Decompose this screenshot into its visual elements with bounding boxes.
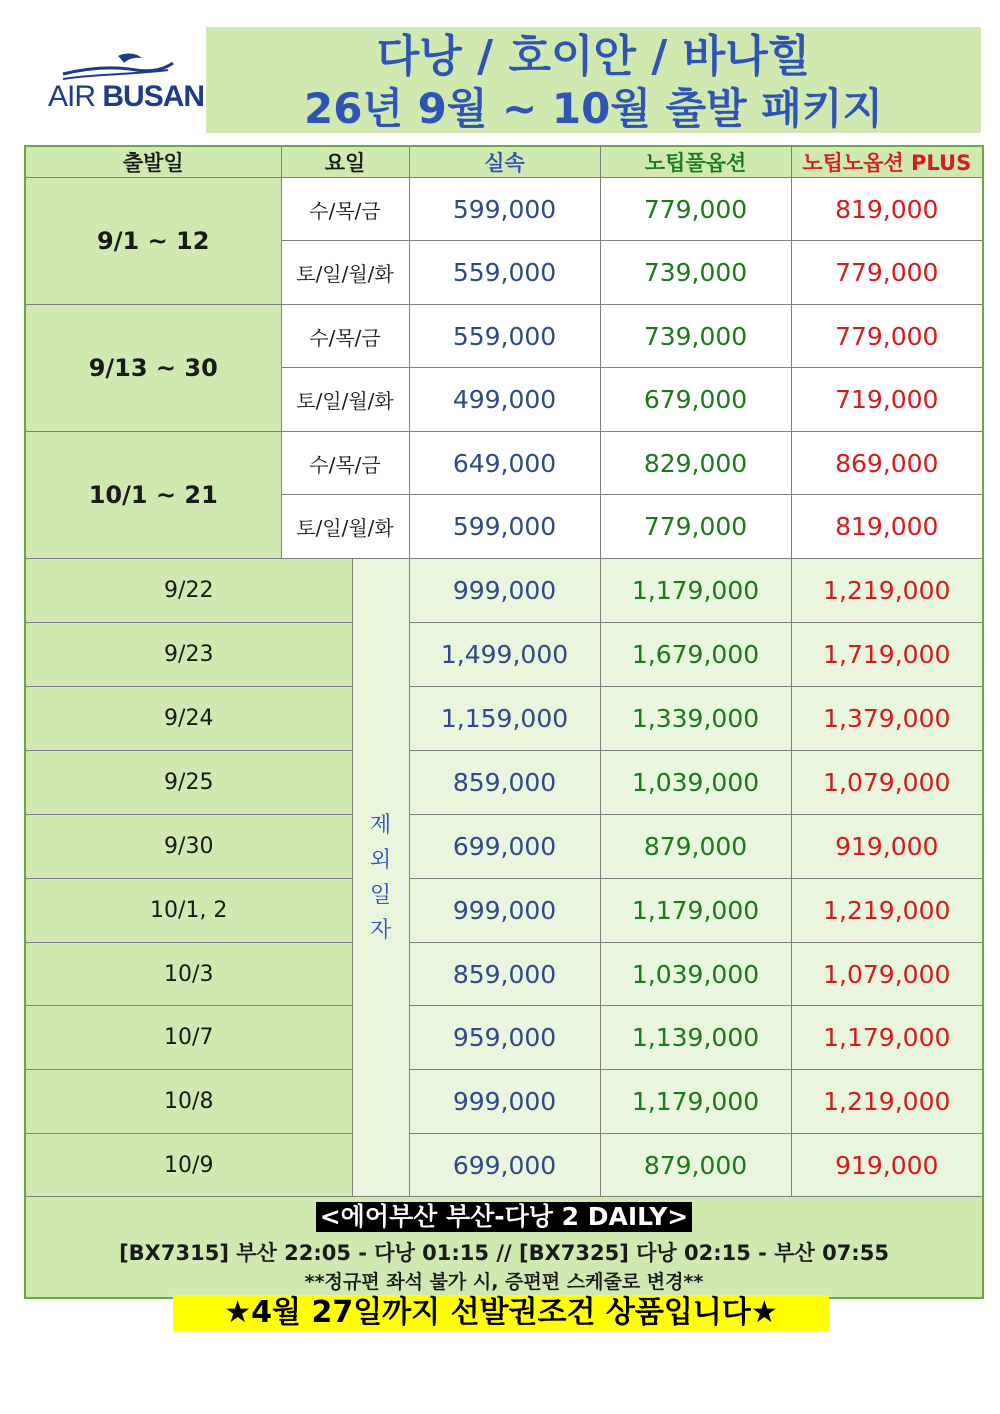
header-date: 출발일	[25, 146, 281, 178]
price-net: 699,000	[409, 1134, 600, 1197]
weekday-group: 수/목/금	[281, 178, 409, 241]
price-full-option: 1,679,000	[600, 623, 791, 687]
price-net: 999,000	[409, 879, 600, 943]
price-plus: 779,000	[791, 241, 983, 305]
weekday-group: 토/일/월/화	[281, 495, 409, 559]
excluded-date-row	[25, 751, 983, 815]
period-row	[25, 305, 983, 368]
weekday-group: 토/일/월/화	[281, 241, 409, 305]
price-full-option: 1,039,000	[600, 751, 791, 815]
price-full-option: 739,000	[600, 305, 791, 368]
price-plus: 919,000	[791, 1134, 983, 1197]
price-full-option: 1,179,000	[600, 1070, 791, 1134]
excluded-date-row	[25, 687, 983, 751]
excluded-dates-label: 제 외 일 자	[352, 559, 409, 1197]
header-row	[25, 146, 983, 178]
excluded-date: 10/9	[25, 1134, 352, 1197]
header-full-option: 노팁풀옵션	[600, 146, 791, 178]
price-plus: 869,000	[791, 432, 983, 495]
price-net: 859,000	[409, 751, 600, 815]
price-plus: 779,000	[791, 305, 983, 368]
price-net: 999,000	[409, 1070, 600, 1134]
title-line-2: 26년 9월 ~ 10월 출발 패키지	[304, 84, 883, 133]
price-plus: 1,219,000	[791, 879, 983, 943]
price-net: 1,499,000	[409, 623, 600, 687]
price-full-option: 739,000	[600, 241, 791, 305]
excluded-date: 9/25	[25, 751, 352, 815]
price-plus: 1,079,000	[791, 943, 983, 1006]
flight-info-row	[25, 1197, 983, 1299]
excluded-date: 9/23	[25, 623, 352, 687]
excluded-date: 10/1, 2	[25, 879, 352, 943]
excluded-date-row	[25, 943, 983, 1006]
excluded-date: 10/8	[25, 1070, 352, 1134]
price-plus: 1,219,000	[791, 559, 983, 623]
weekday-group: 수/목/금	[281, 305, 409, 368]
excluded-date-row	[25, 879, 983, 943]
price-full-option: 679,000	[600, 368, 791, 432]
price-net: 599,000	[409, 178, 600, 241]
flight-note: **정규편 좌석 불가 시, 증편편 스케줄로 변경**	[304, 1271, 704, 1293]
excluded-date-row	[25, 1070, 983, 1134]
period-row	[25, 178, 983, 241]
price-net: 999,000	[409, 559, 600, 623]
excluded-date-row	[25, 815, 983, 879]
price-table	[24, 145, 984, 1299]
price-net: 559,000	[409, 305, 600, 368]
excluded-date-row	[25, 1006, 983, 1070]
price-plus: 1,719,000	[791, 623, 983, 687]
excluded-date: 9/24	[25, 687, 352, 751]
logo-text: AIR BUSAN	[48, 80, 205, 113]
price-full-option: 1,039,000	[600, 943, 791, 1006]
period-range: 9/13 ~ 30	[25, 305, 281, 432]
price-plus: 1,079,000	[791, 751, 983, 815]
price-net: 959,000	[409, 1006, 600, 1070]
header-day: 요일	[281, 146, 409, 178]
price-plus: 719,000	[791, 368, 983, 432]
weekday-group: 수/목/금	[281, 432, 409, 495]
title-line-1: 다낭 / 호이안 / 바나힐	[376, 31, 811, 82]
price-full-option: 879,000	[600, 1134, 791, 1197]
price-plus: 819,000	[791, 495, 983, 559]
price-net: 699,000	[409, 815, 600, 879]
header-plus: 노팁노옵션 PLUS	[791, 146, 983, 178]
weekday-group: 토/일/월/화	[281, 368, 409, 432]
price-plus: 1,379,000	[791, 687, 983, 751]
price-plus: 1,179,000	[791, 1006, 983, 1070]
flight-schedule: [BX7315] 부산 22:05 - 다낭 01:15 // [BX7325] 다낭 02:15 - 부산 07:55	[119, 1241, 889, 1265]
price-full-option: 779,000	[600, 495, 791, 559]
price-net: 1,159,000	[409, 687, 600, 751]
price-net: 559,000	[409, 241, 600, 305]
price-full-option: 829,000	[600, 432, 791, 495]
price-net: 499,000	[409, 368, 600, 432]
excluded-date-row	[25, 623, 983, 687]
price-full-option: 779,000	[600, 178, 791, 241]
title-box	[206, 27, 981, 133]
price-full-option: 1,179,000	[600, 879, 791, 943]
period-row	[25, 432, 983, 495]
excluded-date: 10/7	[25, 1006, 352, 1070]
excluded-date-row	[25, 559, 983, 623]
price-net: 859,000	[409, 943, 600, 1006]
price-plus: 1,219,000	[791, 1070, 983, 1134]
promo-banner: ★4월 27일까지 선발권조건 상품입니다★	[173, 1295, 829, 1331]
excluded-date: 9/22	[25, 559, 352, 623]
excluded-date-row	[25, 1134, 983, 1197]
price-full-option: 1,339,000	[600, 687, 791, 751]
period-range: 10/1 ~ 21	[25, 432, 281, 559]
price-net: 599,000	[409, 495, 600, 559]
price-full-option: 1,179,000	[600, 559, 791, 623]
flight-info	[25, 1197, 983, 1299]
price-plus: 919,000	[791, 815, 983, 879]
price-full-option: 879,000	[600, 815, 791, 879]
excluded-date: 10/3	[25, 943, 352, 1006]
flight-info-title: <에어부산 부산-다낭 2 DAILY>	[316, 1202, 693, 1232]
header-net: 실속	[409, 146, 600, 178]
price-net: 649,000	[409, 432, 600, 495]
price-plus: 819,000	[791, 178, 983, 241]
air-busan-logo	[40, 48, 205, 118]
period-range: 9/1 ~ 12	[25, 178, 281, 305]
price-full-option: 1,139,000	[600, 1006, 791, 1070]
excluded-date: 9/30	[25, 815, 352, 879]
